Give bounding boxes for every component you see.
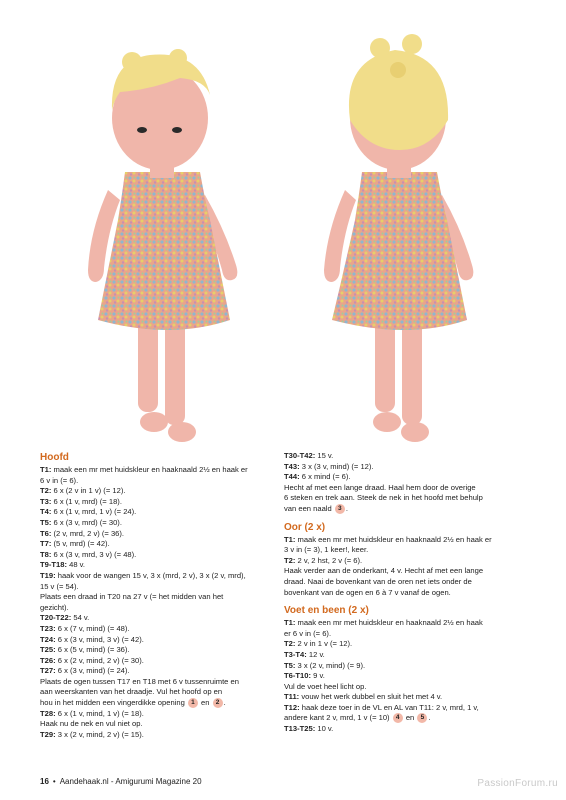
instruction-line [40,560,272,571]
instruction-text: 10 v. [315,724,334,734]
round-label: T28: [40,708,56,718]
line-end: . [223,698,226,708]
instruction-text: Vul de voet heel licht op. [284,681,367,691]
instruction-text: hou in het midden een vingerdikke opening [40,698,187,708]
instruction-text: 6 x (3 v, mind, 3 v) (= 42). [55,634,144,644]
instruction-text: 3 x (3 v, mind) (= 12). [299,461,374,471]
round-label: T19: [40,570,56,580]
instruction-line [284,462,524,473]
round-label: T11: [284,692,300,702]
instruction-text: 6 v in (= 6). [40,475,79,485]
instruction-text: maak een mr met huidskleur en haaknaald 2½ en haak er [51,465,248,474]
step-badge: 1 [188,698,198,708]
instruction-text: 6 x (1 v, mrd) (= 18). [51,496,122,506]
round-label: T25: [40,645,56,655]
instruction-line [40,518,272,529]
round-label: T20-T22: [40,613,72,623]
instruction-line [40,486,272,497]
instruction-line [284,618,524,629]
instruction-text: bovenkant van de ogen en 6 à 7 v vanaf de ogen. [284,587,451,597]
instruction-text: haak voor de wangen 15 v, 3 x (mrd, 2 v), 3 x (2 v, mrd), [55,570,246,580]
instruction-text: 9 v. [311,671,325,681]
section-heading-voet-en-been: Voet en been (2 x) [284,605,369,617]
instruction-line [40,582,272,593]
instruction-line [284,566,524,577]
round-label: T13-T25: [284,724,316,734]
instruction-line [284,493,524,504]
footer-bullet: • [52,777,56,786]
round-label: T43: [284,461,300,471]
instruction-text: 6 x (3 v, mrd) (= 30). [51,517,122,527]
instruction-text: 3 x (2 v, mind, 2 v) (= 15). [55,729,144,739]
instruction-text: 15 v (= 54). [40,581,79,591]
round-label: T3: [40,496,52,506]
instruction-text: er 6 v in (= 6). [284,628,332,638]
instruction-text: Plaats een draad in T20 na 27 v (= het midden van het [40,592,224,602]
instruction-text: 48 v. [67,560,86,570]
round-label: T27: [40,666,56,676]
instruction-line [40,687,272,698]
instruction-line [40,497,272,508]
round-label: T1: [284,618,296,628]
instruction-text: Plaats de ogen tussen T17 en T18 met 6 v tussenruimte en [40,676,239,686]
round-label: T30-T42: [284,451,316,460]
round-label: T6: [40,528,52,538]
instruction-text: 3 v in (= 3), 1 keer!, keer. [284,545,369,555]
instruction-text: 6 steken en trek aan. Steek de nek in het hoofd met behulp [284,493,483,503]
round-label: T44: [284,472,300,482]
instruction-line [40,613,272,624]
instruction-line [284,483,524,494]
step-badge: 4 [393,713,403,723]
instruction-line [284,639,524,650]
section-heading-oor: Oor (2 x) [284,521,326,533]
round-label: T7: [40,539,52,549]
instruction-text: van een naald [284,503,334,513]
doll-front [88,49,237,442]
round-label: T6-T10: [284,671,312,681]
instruction-line [40,571,272,582]
instruction-text: aan weerskanten van het draadje. Vul het hoofd op en [40,687,223,697]
page-footer [40,777,202,786]
instruction-text: 2 v, 2 hst, 2 v (= 6). [295,555,363,565]
instruction-text: 3 x (2 v, mind) (= 9). [295,660,366,670]
instruction-line [40,709,272,720]
instruction-line [40,603,272,614]
instruction-line [40,677,272,688]
round-label: T23: [40,623,56,633]
round-label: T3-T4: [284,649,307,659]
instruction-text: (2 v, mrd, 2 v) (= 36). [51,528,125,538]
instruction-text: 6 x (2 v in 1 v) (= 12). [51,486,126,496]
step-badge: 3 [335,504,345,514]
instruction-line [40,592,272,603]
instruction-text: vouw het werk dubbel en sluit het met 4 v. [299,692,443,702]
instruction-line [40,698,272,709]
doll-back [324,34,473,442]
instruction-text: draad. Naai de bovenkant van de oren net iets onder de [284,576,472,586]
instruction-line [284,703,524,714]
instruction-line [284,556,524,567]
round-label: T8: [40,549,52,559]
instruction-text: 12 v. [306,649,325,659]
instruction-text: 6 x (3 v, mrd, 3 v) (= 48). [51,549,137,559]
instruction-line [284,504,524,515]
instruction-text: 15 v. [315,451,334,460]
instruction-text: 6 x (5 v, mind) (= 36). [55,645,130,655]
line-end: . [345,503,348,513]
instruction-line [40,666,272,677]
instruction-text: 6 x (7 v, mind) (= 48). [55,623,130,633]
instruction-line [284,577,524,588]
round-label: T24: [40,634,56,644]
instruction-line [40,465,272,476]
instruction-line [40,719,272,730]
instruction-line [284,682,524,693]
instruction-text: maak een mr met huidskleur en haaknaald 2½ en haak [295,618,483,628]
round-label: T26: [40,655,56,665]
round-label: T1: [40,465,52,474]
instruction-line [40,529,272,540]
instruction-line [40,645,272,656]
instruction-text: Haak nu de nek en vul niet op. [40,719,143,729]
instruction-line [40,476,272,487]
instruction-line [284,535,524,546]
neck-instructions [284,451,524,515]
instruction-text: 6 x (1 v, mind, 1 v) (= 18). [55,708,144,718]
instruction-line [40,550,272,561]
left-column [40,451,272,740]
instruction-line [284,692,524,703]
instruction-text: 6 x (1 v, mrd, 1 v) (= 24). [51,507,137,517]
instruction-line [284,545,524,556]
voet-instructions [284,618,524,735]
instruction-text: andere kant 2 v, mrd, 1 v (= 10) [284,713,392,723]
instruction-line [284,724,524,735]
page-number: 16 [40,777,49,786]
instruction-text: Haak verder aan de onderkant, 4 v. Hecht af met een lange [284,566,484,576]
round-label: T12: [284,702,300,712]
instruction-line [284,588,524,599]
round-label: T9-T18: [40,560,68,570]
instruction-line [40,539,272,550]
right-column [284,451,524,735]
instruction-line [40,730,272,741]
step-badge: 2 [213,698,223,708]
instruction-line [40,624,272,635]
instruction-line [40,656,272,667]
section-heading-hoofd: Hoofd [40,452,69,463]
instruction-line [284,661,524,672]
instruction-text: 6 x (3 v, mind) (= 24). [55,666,130,676]
round-label: T2: [284,555,296,565]
instruction-text: 54 v. [71,613,90,623]
instruction-text: Hecht af met een lange draad. Haal hem door de overige [284,482,476,492]
round-label: T29: [40,729,56,739]
round-label: T2: [284,639,296,649]
instruction-text: (5 v, mrd) (= 42). [51,539,110,549]
instruction-line [284,713,524,724]
instruction-text: 6 x (2 v, mind, 2 v) (= 30). [55,655,144,665]
step-badge: 5 [417,713,427,723]
oor-instructions [284,535,524,599]
instruction-line [40,635,272,646]
instruction-text: 6 x mind (= 6). [299,472,351,482]
instruction-text: gezicht). [40,602,69,612]
footer-text: Aandehaak.nl - Amigurumi Magazine 20 [59,777,202,786]
join-text: en [198,698,212,708]
round-label: T4: [40,507,52,517]
instruction-line [284,650,524,661]
hoofd-instructions [40,465,272,740]
round-label: T5: [284,660,296,670]
round-label: T5: [40,517,52,527]
instruction-line [284,472,524,483]
line-end: . [428,713,431,723]
instruction-line [284,671,524,682]
instruction-text: haak deze toer in de VL en AL van T11: 2 v, mrd, 1 v, [299,702,479,712]
join-text: en [403,713,417,723]
instruction-line [284,451,524,462]
instruction-text: 2 v in 1 v (= 12). [295,639,353,649]
instruction-text: maak een mr met huidskleur en haaknaald 2½ en haak er [295,534,492,544]
round-label: T1: [284,534,296,544]
instruction-line [284,629,524,640]
instruction-line [40,507,272,518]
watermark: PassionForum.ru [477,778,558,789]
round-label: T2: [40,486,52,496]
